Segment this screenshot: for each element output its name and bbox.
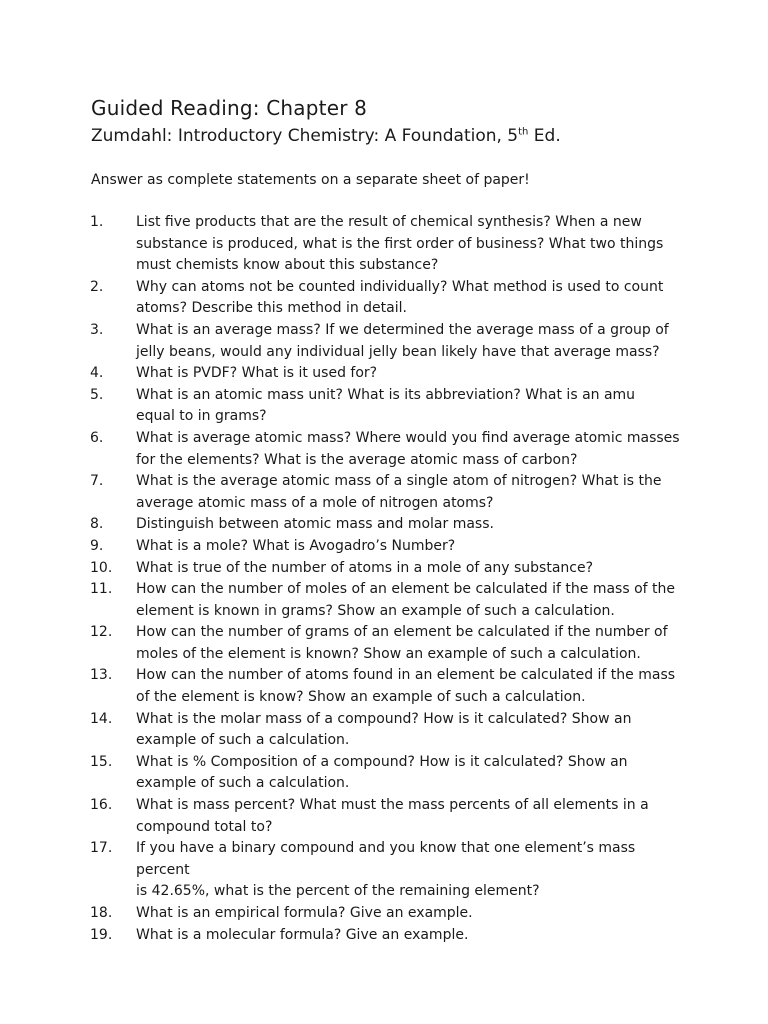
question-item: [0, 665, 768, 708]
question-item: [0, 385, 768, 428]
question-number: 13.: [90, 667, 113, 684]
question-number: 10.: [90, 559, 113, 576]
question-item: [0, 471, 768, 514]
question-text: What is the average atomic mass of a single atom of nitrogen? What is the average atomic mass of a mole of nitrogen atoms?: [136, 473, 662, 511]
question-item: [0, 709, 768, 752]
question-text: What is an atomic mass unit? What is its abbreviation? What is an amu equal to in grams?: [136, 386, 636, 425]
question-number: 6.: [90, 429, 104, 446]
question-text: If you have a binary compound and you know that one element’s mass percent is 42.65%, what is the percent of the remaining element?: [136, 840, 636, 900]
question-text: What is PVDF? What is it used for?: [136, 365, 378, 382]
question-number: 9.: [90, 537, 104, 554]
question-item: [0, 579, 768, 622]
subtitle-edition: Ed.: [528, 126, 561, 146]
question-number: 17.: [90, 840, 113, 857]
question-number: 2.: [90, 278, 104, 295]
question-text: What is average atomic mass? Where would you find average atomic masses for the elements? What is the average atomic mass of carbon?: [136, 429, 680, 468]
question-text: What is the molar mass of a compound? How is it calculated? Show an example of such a calculation.: [136, 710, 632, 749]
page-title: Guided Reading: Chapter 8: [91, 96, 368, 120]
question-text: How can the number of moles of an element be calculated if the mass of the element is known in grams? Show an example of such a calculation.: [136, 581, 675, 619]
subtitle-text: Zumdahl: Introductory Chemistry: A Foundation, 5: [91, 126, 519, 146]
question-number: 18.: [90, 905, 113, 921]
question-item: [0, 212, 768, 277]
question-number: 1.: [90, 214, 104, 230]
question-item: [0, 752, 768, 795]
question-text: What is true of the number of atoms in a mole of any substance?: [136, 559, 594, 576]
question-item: [0, 536, 768, 558]
question-number: 4.: [90, 365, 104, 382]
instructions: Answer as complete statements on a separate sheet of paper!: [91, 172, 530, 188]
question-number: 16.: [90, 797, 113, 814]
question-list: [0, 212, 768, 946]
question-item: [0, 795, 768, 838]
question-text: Why can atoms not be counted individually? What method is used to count atoms? Describe this method in detail.: [136, 278, 664, 317]
question-item: [0, 558, 768, 580]
question-number: 12.: [90, 624, 113, 641]
question-item: [0, 838, 768, 903]
question-text: Distinguish between atomic mass and molar mass.: [136, 516, 494, 533]
question-item: [0, 514, 768, 536]
question-number: 19.: [90, 926, 113, 943]
question-text: What is a mole? What is Avogadro’s Number?: [136, 537, 456, 554]
question-item: [0, 903, 768, 925]
question-item: [0, 428, 768, 471]
question-number: 5.: [90, 386, 104, 403]
page-subtitle: [91, 124, 561, 148]
question-text: What is an empirical formula? Give an example.: [136, 905, 473, 921]
question-text: How can the number of atoms found in an element be calculated if the mass of the element is know? Show an example of such a calculation.: [136, 667, 676, 706]
question-text: List five products that are the result of chemical synthesis? When a new substance is produced, what is the first order of business? What two things must chemists know about this substance?: [136, 214, 664, 274]
question-number: 7.: [90, 473, 104, 490]
question-item: [0, 320, 768, 363]
subtitle-superscript: th: [518, 126, 529, 138]
question-number: 8.: [90, 516, 104, 533]
question-item: [0, 277, 768, 320]
question-number: 14.: [90, 710, 113, 727]
question-text: What is an average mass? If we determined the average mass of a group of jelly beans, would any individual jelly bean likely have that average mass?: [136, 321, 669, 360]
question-number: 3.: [90, 321, 104, 338]
question-text: How can the number of grams of an element be calculated if the number of moles of the element is known? Show an example of such a calculation.: [136, 624, 668, 662]
question-item: [0, 622, 768, 665]
question-number: 15.: [90, 753, 113, 770]
question-item: [0, 363, 768, 385]
question-text: What is a molecular formula? Give an example.: [136, 926, 469, 943]
question-number: 11.: [90, 581, 113, 598]
question-item: [0, 925, 768, 947]
question-text: What is mass percent? What must the mass percents of all elements in a compound total to?: [136, 797, 649, 835]
question-text: What is % Composition of a compound? How is it calculated? Show an example of such a calculation.: [136, 753, 628, 792]
